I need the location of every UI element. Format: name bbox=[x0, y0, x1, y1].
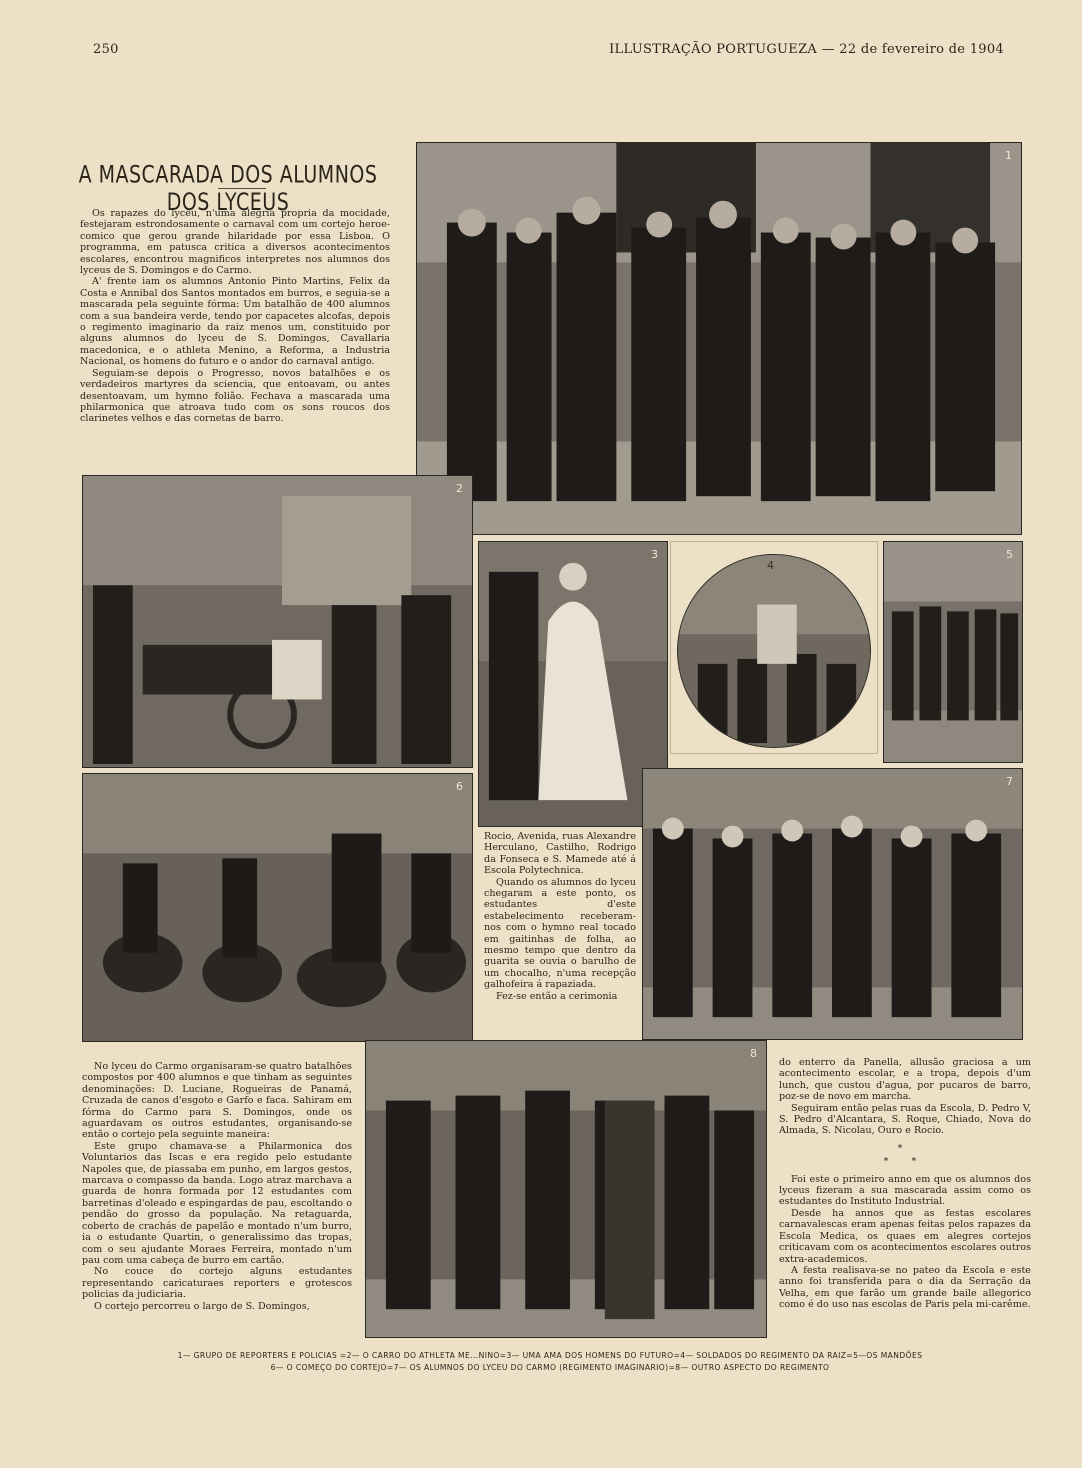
photo-2 bbox=[82, 475, 473, 768]
photo-number: 4 bbox=[767, 559, 774, 572]
title-divider bbox=[218, 188, 266, 189]
photo-4 bbox=[677, 554, 871, 748]
paragraph: Quando os alumnos do lyceu chegaram a este ponto, os estudantes d'este estabelecimento receberam-nos com o hymno real tocado em gaitinhas de folha, ao mesmo tempo que dentro da guarita se ouvia o barulho de um chocalho, n'uma recepção galhofeira á rapaziada. bbox=[484, 876, 636, 991]
photo-3 bbox=[478, 541, 668, 827]
photo-8-image bbox=[366, 1041, 766, 1337]
paragraph: Desde ha annos que as festas escolares carnavalescas eram apenas feitas pelos rapazes da Escola Medica, os quaes em alegres cortejos criticavam com os acontecimentos escolares outros extra-academicos. bbox=[779, 1207, 1031, 1265]
photo-8 bbox=[365, 1040, 767, 1338]
paragraph: Foi este o primeiro anno em que os alumnos dos lyceus fizeram a sua mascarada assim como os estudantes do Instituto Industrial. bbox=[779, 1173, 1031, 1208]
photo-1 bbox=[416, 142, 1022, 535]
photo-3-image bbox=[479, 542, 667, 826]
caption-line: 1— GRUPO DE REPORTERS E POLICIAS =2— O CARRO DO ATHLETA ME...NINO=3— UMA AMA DOS HOMENS DO FUTURO=4— SOLDADOS DO REGIMENTO DA RAIZ=5—OS MANDÕES bbox=[177, 1351, 923, 1360]
photo-2-image bbox=[83, 476, 472, 767]
caption-line: 6— O COMEÇO DO CORTEJO=7— OS ALUMNOS DO LYCEU DO CARMO (REGIMENTO IMAGINARIO)=8— OUTRO ASPECTO DO REGIMENTO bbox=[270, 1363, 830, 1372]
photo-5 bbox=[883, 541, 1023, 763]
section-separator: * * bbox=[883, 1156, 927, 1168]
article-intro bbox=[80, 208, 390, 458]
photo-number: 3 bbox=[651, 548, 658, 561]
paragraph: Fez-se então a cerimonia bbox=[496, 990, 618, 1002]
photo-5-image bbox=[884, 542, 1022, 762]
photo-number: 2 bbox=[456, 482, 463, 495]
photo-4-frame bbox=[670, 541, 878, 754]
publication-header: ILLUSTRAÇÃO PORTUGUEZA — 22 de fevereiro de 1904 bbox=[609, 42, 1004, 57]
page-number: 250 bbox=[93, 42, 119, 57]
article-bottom-left bbox=[82, 1061, 352, 1343]
paragraph: O cortejo percorreu o largo de S. Domingos, bbox=[94, 1300, 310, 1312]
photo-7 bbox=[642, 768, 1023, 1040]
photo-number: 8 bbox=[750, 1047, 757, 1060]
section-separator: * bbox=[897, 1142, 913, 1154]
photo-captions bbox=[70, 1350, 1030, 1374]
photo-1-image bbox=[417, 143, 1021, 534]
paragraph: Rocio, Avenida, ruas Alexandre Herculano, Castilho, Rodrigo da Fonseca e S. Mamede até á Escola Polytechnica. bbox=[484, 831, 636, 877]
photo-number: 1 bbox=[1005, 149, 1012, 162]
photo-4-image bbox=[678, 555, 870, 747]
paragraph: A festa realisava-se no pateo da Escola e este anno foi transferida para o dia da Serração da Velha, em que farão um grande baile allegorico como é do uso nas escolas de Paris pela mi-carême. bbox=[779, 1264, 1031, 1311]
photo-number: 7 bbox=[1006, 775, 1013, 788]
paragraph: No couce do cortejo alguns estudantes representando caricaturaes reporters e grotescos policias da judiciaria. bbox=[82, 1266, 352, 1301]
photo-number: 6 bbox=[456, 780, 463, 793]
photo-7-image bbox=[643, 769, 1022, 1039]
paragraph: Os rapazes do lyceu, n'uma alegria propria da mocidade, festejaram estrondosamente o carnaval com um cortejo heroe-comico que gerou grande hilaridade por essa Lisboa. O programma, em patusca critica a diversos acontecimentos escolares, encontrou magnificos interpretes nos alumnos dos lyceus de S. Domingos e do Carmo. bbox=[80, 208, 390, 277]
paragraph: No lyceu do Carmo organisaram-se quatro batalhões compostos por 400 alumnos e que tinham as seguintes denominações: D. Luciane, Rogueiras de Panamá, Cruzada de canos d'esgoto e Garfo e faca. Sahiram em fórma do Carmo para S. Domingos, onde os aguardavam os outros estudantes, organisando-se então o cortejo pela seguinte maneira: bbox=[82, 1061, 352, 1141]
article-middle bbox=[484, 831, 636, 1031]
paragraph: A' frente iam os alumnos Antonio Pinto Martins, Felix da Costa e Annibal dos Santos montados em burros, e seguia-se a mascarada pela seguinte fórma: Um batalhão de 400 alumnos com a sua bandeira verde, tendo por capacetes alcofas, depois o regimento imaginario da raiz menos um, constituido por alguns alumnos do lyceu de S. Domingos, Cavallaria macedonica, e o athleta Menino, a Reforma, a Industria Nacional, os homens do futuro e o andor do carnaval antigo. bbox=[80, 276, 390, 368]
paragraph: do enterro da Panella, allusão graciosa a um acontecimento escolar, e a tropa, depois d'um lunch, que custou d'agua, por pucaros de barro, poz-se de novo em marcha. bbox=[779, 1057, 1031, 1103]
paragraph: Seguiam-se depois o Progresso, novos batalhões e os verdadeiros martyres da sciencia, que entoavam, ou antes desentoavam, um hymno folião. Fechava a mascarada uma philarmonica que atroava tudo com os sons roucos dos clarinetes velhos e das cornetas de barro. bbox=[80, 367, 390, 425]
photo-6 bbox=[82, 773, 473, 1042]
photo-6-image bbox=[83, 774, 472, 1041]
article-bottom-right bbox=[779, 1057, 1031, 1342]
article-title: A MASCARADA DOS ALUMNOS DOS LYCEUS bbox=[78, 160, 378, 216]
paragraph: Seguiram então pelas ruas da Escola, D. Pedro V, S. Pedro d'Alcantara, S. Roque, Chiado, Nova do Almada, S. Nicolau, Ouro e Rocio. bbox=[779, 1102, 1031, 1137]
photo-number: 5 bbox=[1006, 548, 1013, 561]
paragraph: Este grupo chamava-se a Philarmonica dos Voluntarios das Iscas e era regido pelo estudante Napoles que, de piassaba em punho, em largos gestos, marcava o compasso da banda. Logo atraz marchava a guarda de honra formada por 12 estudantes com barretinas d'oleado e espingardas de pau, escoltando o pendão do grosso da população. Na retaguarda, coberto de crachás de papelão e montado n'um burro, ia o estudante Quartin, o generalissimo das tropas, com o seu ajudante Moraes Ferreira, montado n'um pau com uma cabeça de burro em cartão. bbox=[82, 1140, 352, 1266]
